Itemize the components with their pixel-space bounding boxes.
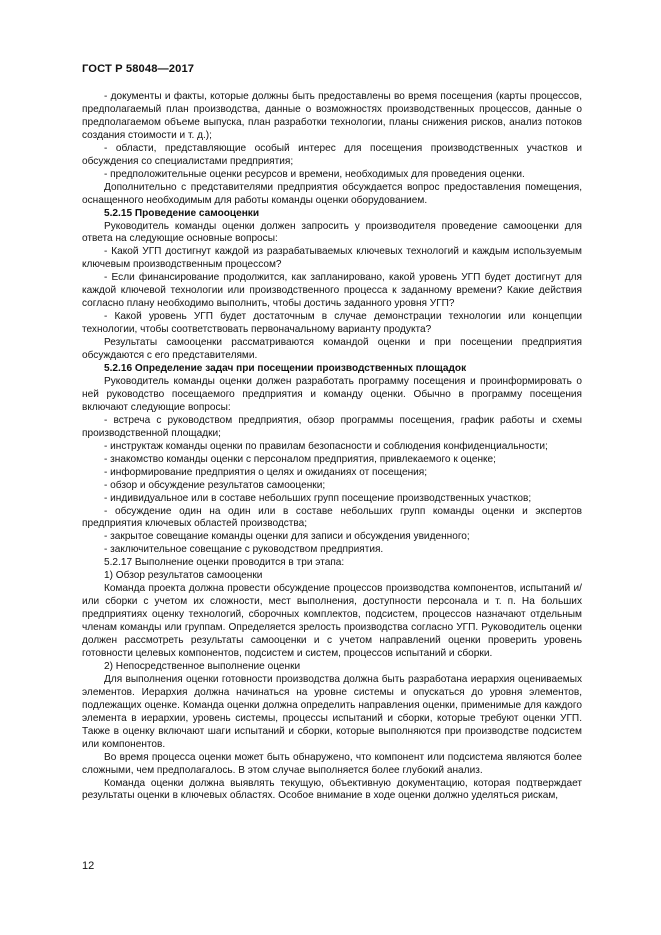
paragraph: Результаты самооценки рассматриваются командой оценки и при посещении предприятия обсуждаются с его представителями.	[82, 337, 582, 362]
bullet-areas: - области, представляющие особый интерес для посещения производственных участков и обсуждения со специалистами предприятия;	[82, 142, 582, 167]
stage-heading: 2) Непосредственное выполнение оценки	[104, 660, 301, 672]
paragraph: Команда оценки должна выявлять текущую, объективную документацию, которая подтверждает результаты оценки в ключевых областях. Особое внимание в ходе оценки должно уделяться рискам,	[82, 777, 582, 802]
section-heading-5-2-15: 5.2.15 Проведение самооценки	[104, 207, 260, 219]
list-item: - обзор и обсуждение результатов самооценки;	[104, 479, 326, 491]
body-text	[82, 91, 582, 803]
question-item: - Какой УГП достигнут каждой из разрабатываемых ключевых технологий и каждым используемым ключевым производственным процессом?	[82, 246, 582, 271]
bullet-documents: - документы и факты, которые должны быть предоставлены во время посещения (карты процессов, предполагаемый план производства, данные о возможностях производственных процессов, данные о предполагаемом объеме выпуска, план разработки технологии, планы снижения рисков, анализ потоков создания стоимости и т. д.);	[82, 91, 582, 141]
paragraph: Для выполнения оценки готовности производства должна быть разработана иерархия оцениваемых элементов. Иерархия должна начинаться на уровне системы и опускаться до уровня элементов, подлежащих оценке. Команда оценки должна определить направления оценки, применимые для каждого элемента в иерархии, уровень системы, процессы испытаний и сборки, которые требуют оценки УГП. Также в оценку включают шаги испытаний и сборки, которые выполняются при производстве подсистем или компонентов.	[82, 673, 582, 750]
list-item: - заключительное совещание с руководством предприятия.	[104, 544, 384, 556]
paragraph: Руководитель команды оценки должен запросить у производителя проведение самооценки для ответа на следующие основные вопросы:	[82, 220, 582, 245]
section-5-2-17: 5.2.17 Выполнение оценки проводится в три этапа:	[104, 557, 345, 569]
list-item: - информирование предприятия о целях и ожиданиях от посещения;	[104, 466, 428, 478]
paragraph: Дополнительно с представителями предприятия обсуждается вопрос предоставления помещения, оснащенного необходимым для работы команды оценки оборудованием.	[82, 181, 582, 206]
stage-heading: 1) Обзор результатов самооценки	[104, 570, 263, 582]
list-item: - индивидуальное или в составе небольших групп посещение производственных участков;	[104, 492, 532, 504]
question-item: - Если финансирование продолжится, как запланировано, какой уровень УГП будет достигнут для каждой ключевой технологии или производственного процесса к заданному времени? Какие действия согласно плану необходимо выполнить, чтобы достичь заданного уровня УГП?	[82, 272, 582, 310]
paragraph: Руководитель команды оценки должен разработать программу посещения и проинформировать о ней руководство посещаемого предприятия и команду оценки. Обычно в программу посещения включают следующие вопросы:	[82, 375, 582, 413]
paragraph: Во время процесса оценки может быть обнаружено, что компонент или подсистема являются более сложными, чем предполагалось. В этом случае выполняется более глубокий анализ.	[82, 751, 582, 776]
paragraph: Команда проекта должна провести обсуждение процессов производства компонентов, испытаний и/или сборки с учетом их сложности, мест выполнения, доступности персонала и т. п. На больших предприятиях оценку технологий, сборочных комплектов, подсистем, процессов назначают отдельным членам команды или группам. Определяется зрелость производства согласно УГП. Руководитель оценки должен рассмотреть результаты самооценки и с учетом направлений оценки проверить уровень готовности целевых компонентов, подсистем и систем, процессов испытаний и сборки.	[82, 583, 582, 659]
question-item: - Какой уровень УГП будет достаточным в случае демонстрации технологии или концепции технологии, чтобы соответствовать первоначальному варианту продукта?	[82, 311, 582, 336]
list-item: - закрытое совещание команды оценки для записи и обсуждения увиденного;	[104, 531, 470, 543]
document-id: ГОСТ Р 58048—2017	[82, 63, 195, 75]
bullet-estimates: - предположительные оценки ресурсов и времени, необходимых для проведения оценки.	[104, 168, 525, 180]
page-number: 12	[82, 860, 95, 872]
section-heading-5-2-16: 5.2.16 Определение задач при посещении производственных площадок	[104, 363, 467, 375]
list-item: - знакомство команды оценки с персоналом предприятия, привлекаемого к оценке;	[104, 453, 496, 465]
list-item: - обсуждение один на один или в составе небольших групп команды оценки и экспертов предприятия ключевых областей производства;	[82, 505, 582, 530]
list-item: - инструктаж команды оценки по правилам безопасности и соблюдения конфиденциальности;	[104, 440, 548, 452]
list-item: - встреча с руководством предприятия, обзор программы посещения, график работы и схемы производственной площадки;	[82, 414, 582, 439]
